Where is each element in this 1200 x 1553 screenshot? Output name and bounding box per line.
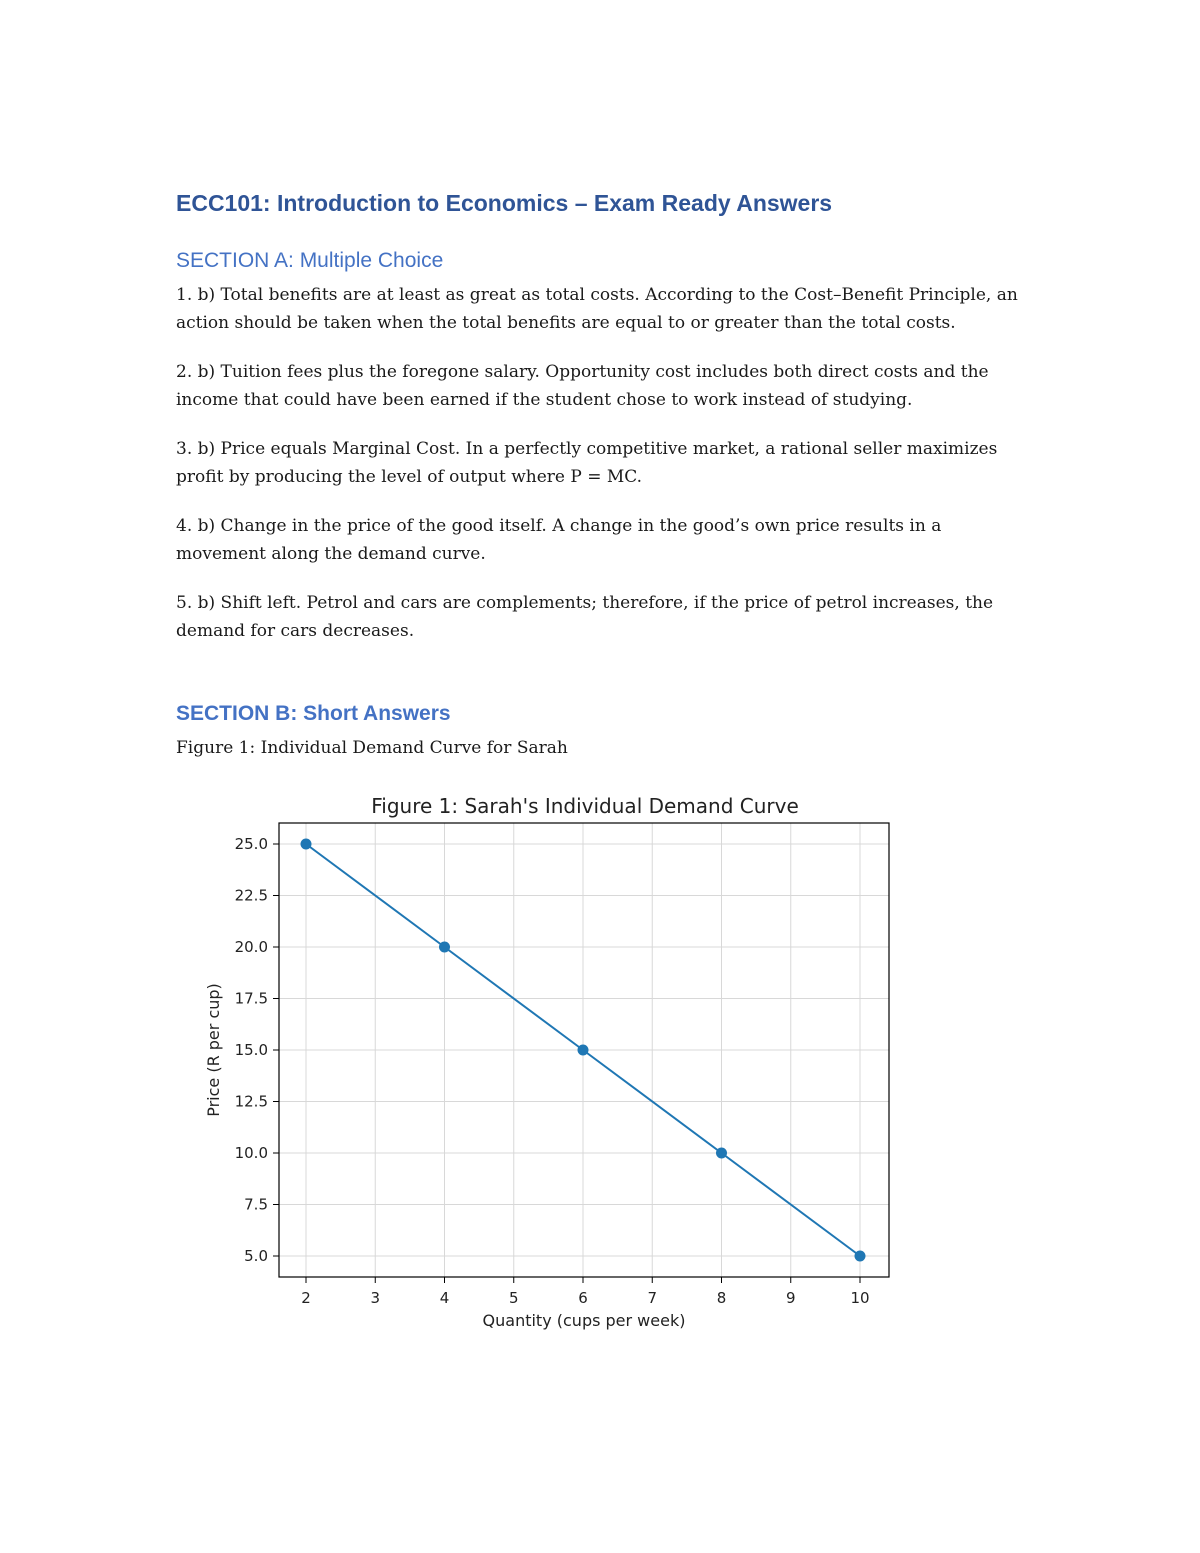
answer-4: 4. b) Change in the price of the good itself. A change in the good’s own price results in a movement along the demand curve.	[176, 516, 942, 564]
answer-3: 3. b) Price equals Marginal Cost. In a perfectly competitive market, a rational seller maximizes profit by producing the level of output where P = MC.	[176, 439, 998, 487]
x-axis-ticks	[301, 1277, 869, 1307]
y-axis-ticks	[235, 835, 279, 1265]
x-tick-label: 9	[785, 1289, 796, 1307]
y-tick-label: 5.0	[244, 1247, 268, 1265]
document-title: ECC101: Introduction to Economics – Exam Ready Answers	[176, 190, 833, 216]
x-tick-label: 3	[370, 1289, 381, 1307]
y-tick-label: 17.5	[234, 989, 268, 1008]
section-a-heading: SECTION A: Multiple Choice	[176, 249, 444, 272]
data-point	[716, 1148, 727, 1159]
section-b-heading: SECTION B: Short Answers	[176, 702, 451, 725]
x-tick-label: 5	[508, 1289, 519, 1307]
x-tick-label: 7	[647, 1289, 658, 1307]
x-tick-label: 4	[439, 1289, 450, 1307]
data-point	[578, 1045, 589, 1056]
y-tick-label: 15.0	[234, 1041, 268, 1059]
data-point	[855, 1251, 866, 1262]
x-axis-label: Quantity (cups per week)	[482, 1311, 686, 1330]
x-tick-label: 10	[850, 1289, 870, 1307]
x-tick-label: 8	[716, 1289, 727, 1307]
answer-2: 2. b) Tuition fees plus the foregone salary. Opportunity cost includes both direct costs and the income that could have been earned if the student chose to work instead of studying.	[176, 362, 989, 410]
y-tick-label: 25.0	[234, 835, 268, 853]
demand-curve-chart	[190, 780, 910, 1340]
y-axis-label: Price (R per cup)	[204, 983, 223, 1117]
answer-1: 1. b) Total benefits are at least as great as total costs. According to the Cost–Benefit Principle, an action should be taken when the total benefits are equal to or greater than the total costs.	[176, 285, 1018, 333]
figure-caption: Figure 1: Individual Demand Curve for Sarah	[176, 738, 568, 758]
y-tick-label: 10.0	[234, 1144, 268, 1162]
y-tick-label: 12.5	[234, 1092, 268, 1111]
x-tick-label: 6	[578, 1289, 588, 1307]
answer-5: 5. b) Shift left. Petrol and cars are complements; therefore, if the price of petrol increases, the demand for cars decreases.	[176, 593, 994, 641]
multiple-choice-answers	[176, 281, 1026, 645]
y-tick-label: 7.5	[244, 1195, 268, 1214]
x-tick-label: 2	[301, 1289, 311, 1307]
data-point	[439, 942, 450, 953]
y-tick-label: 20.0	[234, 938, 268, 956]
data-point	[301, 839, 312, 850]
y-tick-label: 22.5	[234, 886, 268, 905]
chart-title: Figure 1: Sarah's Individual Demand Curve	[371, 794, 799, 818]
